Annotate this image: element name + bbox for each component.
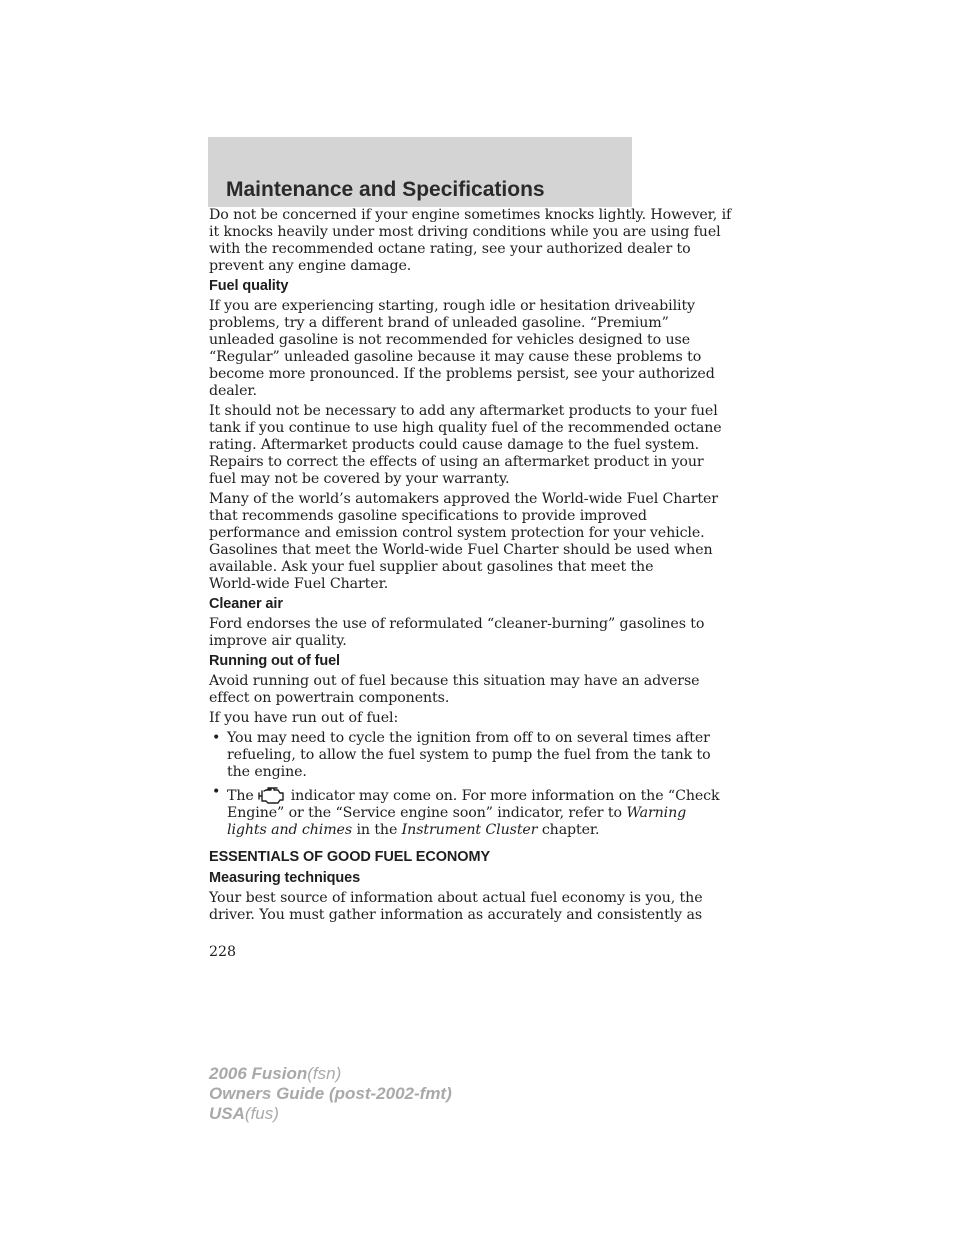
measuring-paragraph bbox=[209, 890, 703, 924]
text-line: If you have run out of fuel: bbox=[209, 710, 399, 726]
text-line: Do not be concerned if your engine sometimes knocks lightly. However, if bbox=[209, 207, 732, 223]
text-line bbox=[227, 805, 687, 822]
text-line: the engine. bbox=[227, 764, 307, 780]
text-line: refueling, to allow the fuel system to pump the fuel from the tank to bbox=[227, 747, 711, 763]
text-line: unleaded gasoline is not recommended for vehicles designed to use bbox=[209, 332, 691, 348]
link-lights-and-chimes: lights and chimes bbox=[227, 822, 353, 838]
text-line: fuel may not be covered by your warranty. bbox=[209, 471, 510, 487]
footer-code: (fus) bbox=[244, 1104, 279, 1123]
text-segment: chapter. bbox=[537, 822, 600, 838]
text-line: Gasolines that meet the World-wide Fuel Charter should be used when bbox=[209, 542, 713, 558]
text-line: World-wide Fuel Charter. bbox=[209, 576, 389, 592]
bullet-item-cycle-ignition bbox=[209, 730, 711, 781]
footer-model: 2006 Fusion bbox=[209, 1064, 308, 1083]
bullet-mark: • bbox=[212, 784, 221, 800]
footer-code: (fsn) bbox=[307, 1064, 342, 1083]
fuel-quality-paragraph-3 bbox=[209, 491, 718, 593]
footer-line bbox=[209, 1104, 452, 1124]
text-line: If you are experiencing starting, rough idle or hesitation driveability bbox=[209, 298, 695, 314]
text-line: problems, try a different brand of unleaded gasoline. “Premium” bbox=[209, 315, 669, 331]
text-line: rating. Aftermarket products could cause damage to the fuel system. bbox=[209, 437, 699, 453]
link-warning: Warning bbox=[626, 805, 687, 821]
bullet-mark: • bbox=[212, 730, 221, 746]
footer-market: USA bbox=[209, 1104, 245, 1123]
footer-imprint bbox=[209, 1064, 452, 1124]
running-out-paragraph-2 bbox=[209, 710, 645, 727]
text-line: Avoid running out of fuel because this situation may have an adverse bbox=[209, 673, 700, 689]
intro-paragraph bbox=[209, 207, 732, 275]
fuel-quality-paragraph-1 bbox=[209, 298, 715, 400]
text-line: “Regular” unleaded gasoline because it may cause these problems to bbox=[209, 349, 702, 365]
text-line: that recommends gasoline specifications to provide improved bbox=[209, 508, 647, 524]
text-line: tank if you continue to use high quality fuel of the recommended octane bbox=[209, 420, 722, 436]
text-line: Repairs to correct the effects of using an aftermarket product in your bbox=[209, 454, 704, 470]
text-line bbox=[227, 822, 645, 839]
measuring-techniques-heading: Measuring techniques bbox=[209, 870, 361, 886]
text-line: it knocks heavily under most driving conditions while you are using fuel bbox=[209, 224, 721, 240]
running-out-paragraph-1 bbox=[209, 673, 700, 707]
text-line: Many of the world’s automakers approved the World-wide Fuel Charter bbox=[209, 491, 718, 507]
text-line: become more pronounced. If the problems persist, see your authorized bbox=[209, 366, 715, 382]
text-line: improve air quality. bbox=[209, 633, 347, 649]
text-after-icon: indicator may come on. For more information on the “Check bbox=[290, 788, 720, 804]
cleaner-air-heading: Cleaner air bbox=[209, 596, 283, 612]
text-segment: in the bbox=[352, 822, 402, 838]
text-line: prevent any engine damage. bbox=[209, 258, 412, 274]
bullet-item-indicator bbox=[209, 784, 720, 839]
text-the: The bbox=[227, 788, 254, 804]
text-line: available. Ask your fuel supplier about gasolines that meet the bbox=[209, 559, 654, 575]
check-engine-icon bbox=[255, 784, 287, 804]
page-content bbox=[209, 207, 732, 927]
text-line: performance and emission control system protection for your vehicle. bbox=[209, 525, 705, 541]
text-line: It should not be necessary to add any aftermarket products to your fuel bbox=[209, 403, 718, 419]
footer-line bbox=[209, 1064, 452, 1084]
essentials-heading: ESSENTIALS OF GOOD FUEL ECONOMY bbox=[209, 849, 491, 865]
text-line: effect on powertrain components. bbox=[209, 690, 450, 706]
text-line: dealer. bbox=[209, 383, 257, 399]
text-line bbox=[227, 784, 720, 805]
running-out-heading: Running out of fuel bbox=[209, 653, 340, 669]
page-title: Maintenance and Specifications bbox=[226, 178, 545, 201]
fuel-quality-paragraph-2 bbox=[209, 403, 722, 488]
cleaner-air-paragraph bbox=[209, 616, 705, 650]
text-line: driver. You must gather information as accurately and consistently as bbox=[209, 907, 702, 923]
text-line: You may need to cycle the ignition from off to on several times after bbox=[227, 730, 710, 746]
text-line: with the recommended octane rating, see your authorized dealer to bbox=[209, 241, 691, 257]
footer-line: Owners Guide (post-2002-fmt) bbox=[209, 1084, 452, 1103]
text-line: Your best source of information about actual fuel economy is you, the bbox=[209, 890, 703, 906]
link-instrument-cluster: Instrument Cluster bbox=[401, 822, 538, 838]
text-line: Ford endorses the use of reformulated “cleaner-burning” gasolines to bbox=[209, 616, 705, 632]
fuel-quality-heading: Fuel quality bbox=[209, 278, 289, 294]
text-segment: Engine” or the “Service engine soon” indicator, refer to bbox=[227, 805, 627, 821]
page-number: 228 bbox=[209, 944, 237, 960]
